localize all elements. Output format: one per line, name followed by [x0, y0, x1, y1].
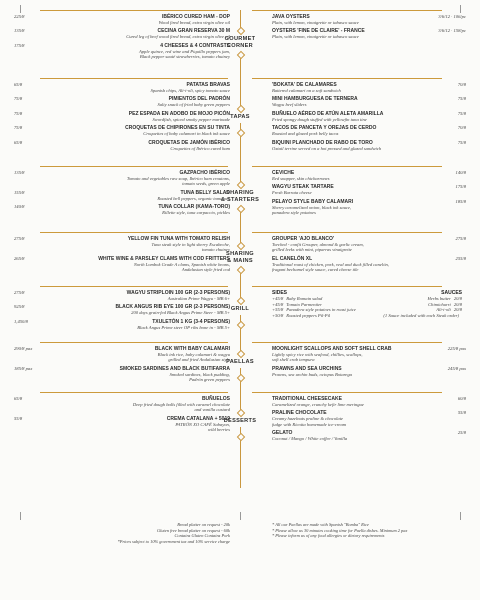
side-price: +45/8: [272, 296, 284, 301]
menu-item: [272, 125, 466, 137]
section-title: SHARING & STARTERS: [198, 188, 282, 206]
menu-item-description: Croquettes of baby calamari in black ink sauce: [143, 131, 230, 137]
side-name: Panadera style potatoes in roast juice: [286, 307, 356, 313]
column-right: [272, 82, 466, 154]
menu-item-price: 275/8: [14, 236, 25, 241]
menu-item-description: Caramelized orange, crunchy kefir lime meringue: [272, 402, 364, 407]
column-right: [272, 170, 466, 219]
diamond-ornament: [236, 321, 244, 329]
side-price: +45/8: [272, 301, 284, 307]
menu-item-description: Apple quince, red wine and Piquillo peppers jam, Black pepper sauté strawberries, tomato chutney: [138, 48, 230, 60]
menu-item-description: Salty snack of fried baby green peppers: [157, 102, 230, 108]
sauce-price: 20/8: [453, 307, 462, 313]
menu-item-description: Plain, with lemon, vinaigrette or tabasco sauce: [272, 20, 359, 25]
crop-mark: [460, 512, 461, 520]
crop-mark: [20, 512, 21, 520]
section-title: DESSERTS: [198, 416, 282, 427]
menu-item-name: SMOKED SARDINES AND BLACK BUTIFARRA: [119, 365, 230, 372]
menu-item: [14, 42, 230, 60]
menu-item-description: Traditional roast of chicken, pork, veal and duck filled canelón, fragant bechamel style sauce, cured cheese tile: [272, 261, 389, 273]
section-rule-right: [252, 232, 442, 233]
menu-item-price: 255/8: [455, 255, 466, 261]
menu-item: [14, 110, 230, 122]
menu-item-name: YELLOW FIN TUNA WITH TOMATO RELISH: [127, 236, 230, 242]
menu-item-name: CEVICHE: [272, 170, 295, 176]
menu-item-description: Smoked sardines, black pudding, Padrón green peppers: [169, 371, 230, 383]
menu-item-description: Oxtail terrine served on a hot pressed and glazed sandwich: [272, 145, 382, 151]
menu-item-name: MINI HAMBURGUESA DE TERNERA: [272, 96, 358, 103]
menu-item-name: CREMA CATALANA + 5019: [166, 415, 230, 422]
menu-item: [272, 365, 466, 377]
menu-item-description: Wagyu beef sliders: [272, 102, 307, 108]
sauces-label: SAUCES: [441, 290, 462, 296]
menu-item-name: WAGYU STRIPLOIN 100 GR (2-3 PERSONS): [126, 290, 230, 296]
menu-item-name: TACOS DE PANCETA Y OREJAS DE CERDO: [272, 125, 377, 132]
menu-item: [14, 96, 230, 108]
menu-item-price: 70/8: [457, 125, 466, 131]
menu-item-price: 65/8: [14, 396, 23, 401]
section-title: TAPAS: [198, 112, 282, 123]
menu-item-price: 75/8: [14, 125, 23, 131]
menu-item-price: 75/8: [457, 96, 466, 102]
menu-item-name: GROUPER 'AJO BLANCO': [272, 236, 335, 242]
diamond-ornament: [236, 51, 244, 59]
column-right: [272, 236, 466, 276]
menu-item-price: 265/8: [14, 255, 25, 261]
menu-item-name: PATATAS BRAVAS: [186, 82, 230, 88]
menu-item-price: 185/8 pax: [14, 365, 33, 371]
section-title: SHARING & MAINS: [198, 249, 282, 267]
column-left: [14, 346, 230, 386]
section-rule-right: [252, 78, 442, 79]
side-name: Baby Romain salad: [286, 296, 323, 301]
sauce-name: Ali-i-oli: [436, 307, 451, 313]
footnotes-left: Bread platter on request - 20k Gluten free bread platter on request - 60k Contains Gluten Contains Pork *Prices subject to 10% government tax and 10% service charge: [117, 522, 230, 544]
menu-item: [14, 415, 230, 433]
menu-item: [272, 346, 466, 363]
column-left: [14, 236, 230, 276]
menu-item: [14, 170, 230, 187]
menu-item: [14, 346, 230, 363]
menu-item-price: 65/8: [14, 139, 23, 145]
sauce-name: Chimichurri: [428, 301, 451, 307]
menu-item-price: 185/8: [455, 198, 466, 204]
menu-item: [14, 236, 230, 253]
menu-item: [272, 139, 466, 151]
section-rule-right: [252, 10, 442, 11]
menu-item-name: PEZ ESPADA EN ADOBO DE MOJO PICÓN: [128, 110, 230, 117]
section-rule-right: [252, 286, 442, 287]
crop-mark: [460, 5, 461, 13]
menu-item-description: Roasted and glazed pork belly tacos: [272, 131, 339, 137]
menu-item-description: Croquettes of Ibérico cured ham: [170, 145, 230, 151]
menu-item-price: 55/8: [14, 415, 23, 421]
menu-item: [272, 14, 466, 25]
menu-item-name: IBÉRICO CURED HAM - DOP: [161, 14, 230, 20]
menu-item-price: 75/8: [457, 110, 466, 116]
menu-item: [272, 396, 466, 407]
menu-item-name: JAVA OYSTERS: [272, 14, 310, 20]
menu-item: [272, 410, 466, 427]
menu-item-description: Swordfish, spiced smoky pepper marinade: [152, 116, 230, 122]
side-price: +50/8: [272, 312, 284, 318]
menu-item-price: 60/8: [457, 396, 466, 401]
column-right: [272, 346, 466, 380]
menu-item: [272, 110, 466, 122]
menu-item: [14, 304, 230, 316]
menu-item-name: BLACK WITH BABY CALAMARI: [154, 346, 230, 352]
menu-item-description: PATRÓN XO CAFÉ Sabayon, wild berries: [175, 421, 230, 433]
menu-item-description: Lightly spicy rice with seafood, chillies, scallops, soft shell crab tempura: [272, 352, 363, 363]
menu-item-name: PRAWNS AND SEA URCHINS: [272, 365, 342, 372]
menu-item-description: Black ink rice, baby calamari & wagyu grilled and fried Andalusian style: [157, 352, 230, 363]
section-rule-right: [252, 166, 442, 167]
menu-item-description: Fresh Burrata cheese: [272, 190, 312, 196]
menu-item-description: Roasted bell peppers, organic tomatoes: [157, 195, 230, 201]
menu-item-description: Prawns, sea urchin buds, octopus Botarega: [272, 371, 352, 377]
section-title: PAELLAS: [198, 357, 282, 368]
section-rule-left: [40, 392, 228, 393]
menu-item-price: 175/8: [14, 42, 25, 48]
menu-item-description: Australian Prime Wagyu - MB 6+: [167, 296, 230, 301]
menu-item-name: WAGYU STEAK TARTARE: [272, 184, 334, 191]
section-rule-left: [40, 10, 228, 11]
footnotes-right: * All our Paellas are made with Spanish "Bomba" Rice * Please allow us 30 minutes cooking time for Paella dishes. Minimum 2 pax * Please inform us of any food allergies or dietary requirements: [272, 522, 408, 539]
menu-item-description: Creamy hazelnuts praline & chocolate fudge with Ricotta homemade ice-cream: [272, 416, 347, 427]
menu-item-name: CROQUETAS DE CHIPIRONES EN SU TINTA: [125, 125, 230, 132]
menu-item-price: 225/8: [14, 14, 25, 19]
menu-item-name: TUNA BELLY SALAD: [180, 189, 230, 196]
menu-item-name: TRADITIONAL CHEESECAKE: [272, 396, 342, 402]
menu-item-price: 290/8 pax: [14, 346, 33, 351]
menu-item-description: Spanish chips, Ali-i-oli, spicy tomato sauce: [150, 88, 230, 93]
menu-item: [14, 28, 230, 40]
column-left: [14, 396, 230, 436]
menu-item-price: 135/8: [14, 28, 25, 34]
diamond-ornament: [236, 205, 244, 213]
menu-item: [14, 14, 230, 25]
menu-item-price: 65/8: [14, 82, 23, 87]
menu-item-name: TUNA COLLAR (KAMA-TORO): [158, 204, 230, 211]
menu-item: [272, 255, 466, 273]
menu-item-description: Coconut / Mango / White coffee / Vanilla: [272, 436, 348, 442]
menu-item-name: CECINA GRAN RESERVA 30 M: [157, 28, 230, 35]
column-left: [14, 170, 230, 219]
menu-item-name: CROQUETAS DE JAMÓN IBÉRICO: [148, 139, 230, 146]
menu-item-price: 245/8 pax: [447, 365, 466, 371]
column-left: [14, 82, 230, 154]
menu-item-description: Red snapper, skin chicharrones: [272, 176, 330, 181]
menu-item-description: Wood fired bread, extra virgin olive oil: [158, 20, 230, 25]
section-rule-left: [40, 342, 228, 343]
menu-item: [14, 189, 230, 201]
menu-item-name: BUÑUELOS: [201, 396, 230, 402]
menu-item-description: Torched - confit Grouper, almond & garlic cream, grilled leeks with mint, piparras vinaigrette: [272, 242, 364, 253]
menu-item-price: 70/8: [457, 82, 466, 87]
menu-item-description: North Lombok Grade A clams, Spanish white beans, Andalusian style fried cod: [133, 261, 230, 273]
menu-item: [14, 125, 230, 137]
menu-item-description: Fried spongy dough stuffed with yellowfin tuna tine: [272, 116, 367, 122]
menu-item-description: Rillette style, tuna carpaccio, pickles: [162, 210, 230, 216]
menu-item-description: Plain, with lemon, vinaigrette or tabasco sauce: [272, 34, 359, 40]
menu-item-price: 140/8: [14, 204, 25, 210]
menu-item: [14, 204, 230, 216]
side-name: Tomato Parmentier: [286, 301, 322, 307]
menu-item: [14, 255, 230, 273]
menu-item-name: WHITE WINE & PARSLEY CLAMS WITH COD FRITTERS: [98, 255, 230, 262]
menu-item-price: 75/8: [14, 96, 23, 102]
menu-item-price: 275/8: [455, 236, 466, 241]
menu-item-name: PRALINE CHOCOLATE: [272, 410, 327, 417]
column-right: [272, 290, 462, 318]
menu-item-name: BIQUINI PLANCHADO DE RABO DE TORO: [272, 139, 373, 146]
menu-item-name: 'BOKATA' DE CALAMARES: [272, 82, 337, 88]
menu-item-price: 155/8: [14, 189, 25, 195]
side-price: +55/8: [272, 307, 284, 313]
menu-item-name: MOONLIGHT SCALLOPS AND SOFT SHELL CRAB: [272, 346, 392, 352]
menu-item-price: 925/8: [14, 304, 25, 310]
menu-item: [14, 139, 230, 151]
menu-item-price: 75/8: [457, 139, 466, 145]
menu-item-price: 140/8: [455, 170, 466, 175]
menu-item: [14, 365, 230, 383]
diamond-ornament: [236, 266, 244, 274]
menu-item-description: Cured leg of beef wood fired bread, extra virgin olive oil: [126, 34, 230, 40]
column-left: [14, 14, 230, 63]
menu-item-description: Black Angus Prime steer OP ribs bone in - MB 5+: [137, 324, 230, 330]
menu-item-name: BUÑUELO AÉREO DE ATÚN ALETA AMARILLA: [272, 110, 384, 117]
menu-item: [272, 96, 466, 108]
menu-item-name: OYSTERS 'FINE DE CLAIRE' - FRANCE: [272, 28, 365, 35]
menu-item-name: GAZPACHO IBÉRICO: [179, 170, 230, 176]
column-right: [272, 14, 466, 43]
column-right: [272, 396, 466, 445]
menu-item-price: 135/8: [14, 170, 25, 175]
menu-item: [14, 396, 230, 413]
crop-mark: [240, 512, 241, 520]
diamond-ornament: [236, 433, 244, 441]
menu-item: [272, 184, 466, 196]
menu-item: [272, 236, 466, 253]
menu-item-name: GELATO: [272, 430, 293, 437]
section-rule-right: [252, 392, 442, 393]
column-left: [14, 290, 230, 333]
menu-item: [14, 82, 230, 93]
menu-item-description: Sherry caramelized onion, black ink sauce, panadera style potatoes: [272, 204, 352, 216]
diamond-ornament: [236, 374, 244, 382]
sauce-price: 20/8: [453, 301, 462, 307]
menu-item-name: BLACK ANGUS RIB EYE 100 GR (2-3 PERSONS): [115, 304, 230, 311]
menu-item: [272, 170, 466, 181]
section-rule-left: [40, 286, 228, 287]
menu-item-description: Deep fried dough balls filled with caramel chocolate and vanilla custard: [132, 402, 230, 413]
menu-item-price: 225/8 pax: [447, 346, 466, 351]
menu-item: [272, 430, 466, 442]
section-rule-left: [40, 78, 228, 79]
menu-item-description: Battered calamari on a soft sandwich: [272, 88, 341, 93]
menu-item: [272, 28, 466, 40]
menu-item: [272, 82, 466, 93]
menu-item-price: 1,450/8: [14, 318, 28, 324]
menu-item-price: 55/8: [457, 410, 466, 416]
sauce-price: 20/8: [453, 296, 462, 301]
sides-row: [272, 313, 462, 319]
menu-item: [14, 318, 230, 330]
menu-item-name: TXULETÓN 1 KG (3-4 PERSONS): [152, 318, 230, 325]
side-name: Roasted peppers Pil-Pil: [286, 312, 331, 318]
diamond-ornament: [236, 129, 244, 137]
menu-item-price: 3/6/12 · 106/pc: [438, 14, 466, 19]
menu-item-price: 25/8: [457, 430, 466, 436]
menu-item-description: Tuna steak style in light sherry Escabeche, tomato chutney: [151, 242, 230, 253]
section-title: GOURMET CORNER: [198, 34, 282, 52]
menu-item-price: 275/8: [14, 290, 25, 295]
section-title: GRILL: [198, 304, 282, 315]
menu-item-name: EL CANELÓN XL: [272, 255, 313, 262]
menu-item: [272, 198, 466, 216]
menu-item-price: 175/8: [455, 184, 466, 190]
menu-item-name: PELAYO STYLE BABY CALAMARI: [272, 198, 354, 205]
section-rule-right: [252, 342, 442, 343]
section-rule-left: [40, 232, 228, 233]
sauce-name: (1 Sauce included with each Steak order): [383, 312, 459, 318]
menu-item-price: 3/6/12 · 158/pc: [438, 28, 466, 34]
crop-mark: [20, 5, 21, 13]
section-rule-left: [40, 166, 228, 167]
menu-item: [14, 290, 230, 301]
menu-item-description: Tomato and vegetables raw soup, Ibérico ham croutons, tomato seeds, green apple: [126, 176, 230, 187]
sauce-name: Herbs butter: [427, 296, 451, 301]
menu-item-description: 200 days grain-fed Black Angus Prime Steer - MB 5+: [131, 310, 230, 316]
sides-label: SIDES: [272, 290, 288, 296]
menu-item-price: 75/8: [14, 110, 23, 116]
menu-item-name: 4 CHEESES & 4 CONTRASTS: [160, 42, 230, 49]
menu-item-name: PIMIENTOS DEL PADRÓN: [168, 96, 230, 103]
